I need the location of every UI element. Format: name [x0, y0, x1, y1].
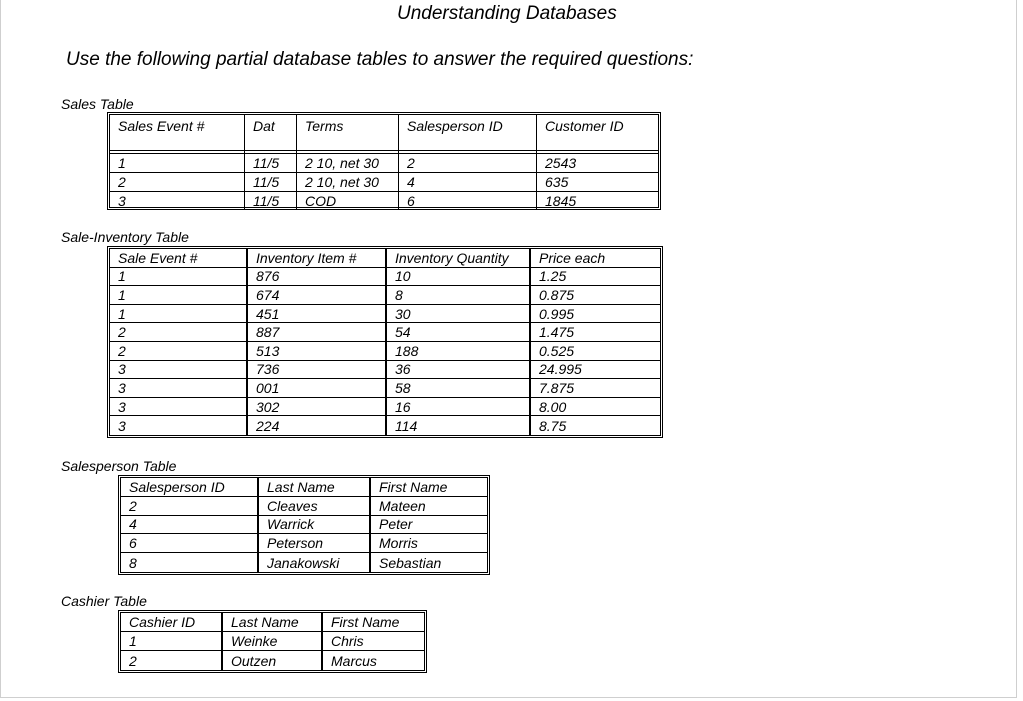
salesperson-table-caption: Salesperson Table [61, 458, 177, 474]
table-cell: 674 [248, 286, 387, 305]
table-cell: 3 [110, 361, 248, 380]
table-cell: 2 10, net 30 [297, 154, 399, 173]
table-cell: 11/5 [245, 173, 297, 192]
salesperson-header-id: Salesperson ID [121, 478, 259, 497]
table-cell: Peter [371, 516, 487, 535]
inventory-header-quantity: Inventory Quantity [387, 249, 531, 268]
table-cell: 30 [387, 305, 531, 324]
table-cell: 6 [399, 192, 537, 210]
document-title: Understanding Databases [397, 3, 617, 24]
table-cell: 24.995 [531, 361, 660, 380]
sales-table [107, 112, 661, 210]
inventory-header-price: Price each [531, 249, 660, 268]
table-cell: 887 [248, 323, 387, 342]
cashier-header-first-name: First Name [323, 613, 424, 632]
inventory-header-sale-event: Sale Event # [110, 249, 248, 268]
cashier-header-id: Cashier ID [121, 613, 223, 632]
table-cell: 4 [399, 173, 537, 192]
table-cell: 1845 [545, 193, 577, 209]
table-cell: 3 [110, 379, 248, 398]
table-cell: 114 [387, 416, 531, 435]
table-cell: 1 [110, 305, 248, 324]
table-cell: 1 [121, 632, 223, 651]
cashier-table [118, 610, 427, 673]
table-cell: 2 [121, 497, 259, 516]
table-cell: 3 [110, 398, 248, 417]
table-cell: 1 [110, 154, 245, 173]
table-cell: 1.475 [531, 323, 660, 342]
instructions-text: Use the following partial database tables to answer the required questions: [66, 49, 694, 70]
table-cell: 11/5 [245, 192, 297, 210]
table-cell: 1.25 [531, 268, 660, 287]
table-cell: 513 [248, 342, 387, 361]
table-cell: 8.00 [531, 398, 660, 417]
table-cell: 7.875 [531, 379, 660, 398]
table-cell: 302 [248, 398, 387, 417]
table-cell: 0.875 [531, 286, 660, 305]
sales-header-terms: Terms [297, 115, 399, 151]
table-cell: 0.995 [531, 305, 660, 324]
sales-header-event: Sales Event # [110, 115, 245, 151]
sales-header-customer: Customer ID [537, 115, 658, 151]
table-cell: 58 [387, 379, 531, 398]
table-cell: 8 [121, 553, 259, 572]
table-cell: 451 [248, 305, 387, 324]
table-cell: 736 [248, 361, 387, 380]
table-cell: 54 [387, 323, 531, 342]
table-cell: 1 [110, 268, 248, 287]
salesperson-header-first-name: First Name [371, 478, 487, 497]
table-cell: Weinke [223, 632, 323, 651]
table-cell: Janakowski [259, 553, 371, 572]
table-cell: 188 [387, 342, 531, 361]
table-cell: 2 10, net 30 [297, 173, 399, 192]
table-cell: Mateen [371, 497, 487, 516]
cashier-table-caption: Cashier Table [61, 593, 147, 609]
table-cell: Peterson [259, 534, 371, 553]
sale-inventory-table-caption: Sale-Inventory Table [61, 229, 189, 245]
sale-inventory-table [107, 246, 663, 438]
table-cell: 8 [387, 286, 531, 305]
table-cell: 876 [248, 268, 387, 287]
table-cell: Cleaves [259, 497, 371, 516]
table-cell: Warrick [259, 516, 371, 535]
table-cell: 36 [387, 361, 531, 380]
inventory-header-item: Inventory Item # [248, 249, 387, 268]
table-cell: Marcus [331, 652, 377, 669]
table-cell: 11/5 [245, 154, 297, 173]
table-cell: Chris [323, 632, 424, 651]
table-cell: 2 [110, 342, 248, 361]
table-cell: 6 [121, 534, 259, 553]
sales-header-date: Dat [245, 115, 297, 151]
sales-header-salesperson: Salesperson ID [399, 115, 537, 151]
table-cell: 2543 [537, 154, 658, 173]
table-cell: 635 [537, 173, 658, 192]
table-cell: 001 [248, 379, 387, 398]
sales-table-caption: Sales Table [61, 96, 134, 112]
salesperson-header-last-name: Last Name [259, 478, 371, 497]
table-cell: 10 [387, 268, 531, 287]
salesperson-table [118, 475, 490, 575]
table-cell: Outzen [223, 651, 323, 670]
table-cell: 2 [110, 173, 245, 192]
table-cell: Sebastian [379, 554, 442, 571]
table-cell: 0.525 [531, 342, 660, 361]
table-cell: 2 [110, 323, 248, 342]
table-cell: 16 [387, 398, 531, 417]
table-cell: 4 [121, 516, 259, 535]
table-cell: 3 [110, 416, 248, 435]
cashier-header-last-name: Last Name [223, 613, 323, 632]
table-cell: 8.75 [539, 417, 567, 434]
table-cell: 2 [399, 154, 537, 173]
table-cell: Morris [371, 534, 487, 553]
table-cell: COD [297, 192, 399, 210]
table-cell: 1 [110, 286, 248, 305]
table-cell: 2 [121, 651, 223, 670]
table-cell: 224 [248, 416, 387, 435]
table-cell: 3 [110, 192, 245, 210]
